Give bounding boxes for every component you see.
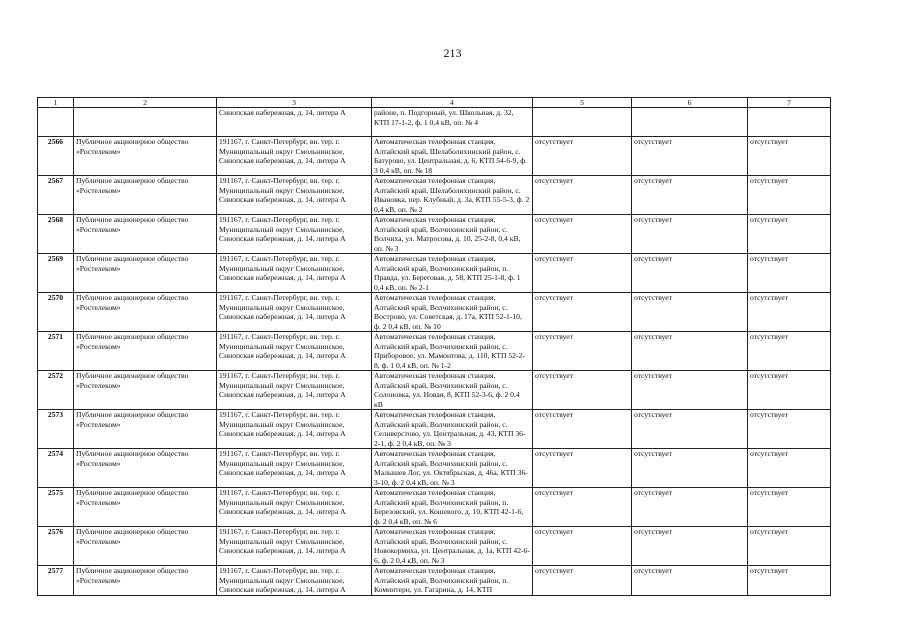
cell-c5: отсутствует [533,410,632,449]
cell-c7: отсутствует [748,371,831,410]
cell-address: 191167, г. Санкт-Петербург, вн. тер. г. Муниципальный округ Смольнинское, Синопская набережная, д. 14, литера А [217,488,372,527]
cell-c6: отсутствует [632,254,748,293]
cell-c7: отсутствует [748,254,831,293]
cell-location: Автоматическая телефонная станция, Алтайский край, Волчихинский район, п. Правда, ул. Береговая, д. 58, КТП 25-1-8, ф. 1 0,4 кВ, оп. № 2-1 [372,254,533,293]
cell-num: 2567 [38,176,74,215]
table-row [38,137,831,176]
cell-c7: отсутствует [748,410,831,449]
cell-c6: отсутствует [632,293,748,332]
cell-c6: отсутствует [632,566,748,596]
cell-c5: отсутствует [533,371,632,410]
cell-location: Автоматическая телефонная станция, Алтайский край, Волчихинский район, с. Солоновка, ул. Новая, 8, КТП 52-3-6, ф. 2 0,4 кВ [372,371,533,410]
cell-address: 191167, г. Санкт-Петербург, вн. тер. г. Муниципальный округ Смольнинское, Синопская набережная, д. 14, литера А [217,332,372,371]
cell-c7: отсутствует [748,566,831,596]
cell-c7: отсутствует [748,527,831,566]
cell-num: 2568 [38,215,74,254]
cell-owner: Публичное акционерное общество «Ростелеком» [74,527,217,566]
cell-owner: Публичное акционерное общество «Ростелеком» [74,215,217,254]
cell-c6: отсутствует [632,176,748,215]
cell-c7: отсутствует [748,176,831,215]
cell-location: Автоматическая телефонная станция, Алтайский край, Шелаболихинский район, с. Батурово, ул. Центральная, д. 6, КТП 54-6-9, ф. 3 0,4 кВ, оп. № 18 [372,137,533,176]
cell-num: 2572 [38,371,74,410]
cell-num: 2566 [38,137,74,176]
registry-table [37,97,831,596]
cell-address: 191167, г. Санкт-Петербург, вн. тер. г. Муниципальный округ Смольнинское, Синопская набережная, д. 14, литера А [217,566,372,596]
cell-address: 191167, г. Санкт-Петербург, вн. тер. г. Муниципальный округ Смольнинское, Синопская набережная, д. 14, литера А [217,293,372,332]
cell-c5: отсутствует [533,254,632,293]
cell-num: 2577 [38,566,74,596]
cell-address: Синопская набережная, д. 14, литера А [217,108,372,137]
cell-c7: отсутствует [748,215,831,254]
cell-c6: отсутствует [632,410,748,449]
cell-owner: Публичное акционерное общество «Ростелеком» [74,332,217,371]
cell-owner: Публичное акционерное общество «Ростелеком» [74,254,217,293]
cell-owner: Публичное акционерное общество «Ростелеком» [74,137,217,176]
table-row [38,566,831,596]
cell-c7 [748,108,831,137]
table-row [38,527,831,566]
cell-c6: отсутствует [632,137,748,176]
table-row [38,449,831,488]
cell-address: 191167, г. Санкт-Петербург, вн. тер. г. Муниципальный округ Смольнинское, Синопская набережная, д. 14, литера А [217,215,372,254]
cell-c5: отсутствует [533,137,632,176]
cell-location: Автоматическая телефонная станция, Алтайский край, Шелаболихинский район, с. Ивановка, пер. Клубный, д. 3а, КТП 55-5-3, ф. 2 0,4 кВ, оп. № 2 [372,176,533,215]
cell-c5: отсутствует [533,293,632,332]
cell-c6: отсутствует [632,527,748,566]
cell-location: Автоматическая телефонная станция, Алтайский край, Волчихинский район, с. Приборовое, ул. Мамонтова, д. 110, КТП 52-2-8, ф. 1 0,4 кВ, оп. № 1-2 [372,332,533,371]
cell-c5 [533,108,632,137]
col-header-5: 5 [533,98,632,108]
cell-location: районе, п. Подгорный, ул. Школьная, д. 32, КТП 17-1-2, ф. 1 0,4 кВ, оп. № 4 [372,108,533,137]
col-header-4: 4 [372,98,533,108]
cell-owner: Публичное акционерное общество «Ростелеком» [74,371,217,410]
cell-c5: отсутствует [533,215,632,254]
cell-address: 191167, г. Санкт-Петербург, вн. тер. г. Муниципальный округ Смольнинское, Синопская набережная, д. 14, литера А [217,371,372,410]
cell-owner: Публичное акционерное общество «Ростелеком» [74,293,217,332]
cell-c7: отсутствует [748,293,831,332]
cell-c5: отсутствует [533,527,632,566]
cell-c5: отсутствует [533,488,632,527]
cell-c6 [632,108,748,137]
cell-c5: отсутствует [533,566,632,596]
cell-owner: Публичное акционерное общество «Ростелеком» [74,449,217,488]
cell-address: 191167, г. Санкт-Петербург, вн. тер. г. Муниципальный округ Смольнинское, Синопская набережная, д. 14, литера А [217,254,372,293]
page-number: 213 [443,46,462,60]
cell-c6: отсутствует [632,215,748,254]
cell-c6: отсутствует [632,488,748,527]
header-row [38,98,831,108]
table-row [38,215,831,254]
cell-num: 2574 [38,449,74,488]
cell-c5: отсутствует [533,332,632,371]
cell-owner: Публичное акционерное общество «Ростелеком» [74,410,217,449]
col-header-2: 2 [74,98,217,108]
table-row [38,488,831,527]
table-row [38,293,831,332]
cell-location: Автоматическая телефонная станция, Алтайский край, Волчихинский район, с. Селиверстово, ул. Центральная, д. 43, КТП 36-2-1, ф. 2 0,4 кВ, оп. № 3 [372,410,533,449]
cell-location: Автоматическая телефонная станция, Алтайский край, Волчихинский район, с. Малышев Лог, ул. Октябрьская, д. 46а, КТП 36-3-10, ф. 2 0,4 кВ, оп. № 3 [372,449,533,488]
cell-address: 191167, г. Санкт-Петербург, вн. тер. г. Муниципальный округ Смольнинское, Синопская набережная, д. 14, литера А [217,527,372,566]
cell-location: Автоматическая телефонная станция, Алтайский край, Волчихинский район, с. Волчиха, ул. Матросова, д. 10, 25-2-8, 0,4 кВ, оп. № 3 [372,215,533,254]
col-header-6: 6 [632,98,748,108]
cell-owner: Публичное акционерное общество «Ростелеком» [74,176,217,215]
cell-num: 2576 [38,527,74,566]
cell-num: 2575 [38,488,74,527]
cell-num: 2570 [38,293,74,332]
cell-address: 191167, г. Санкт-Петербург, вн. тер. г. Муниципальный округ Смольнинское, Синопская набережная, д. 14, литера А [217,449,372,488]
table-row [38,176,831,215]
cell-location: Автоматическая телефонная станция, Алтайский край, Волчихинский район, с. Новокормиха, ул. Центральная, д. 1а, КТП 42-6-6, ф. 2 0,4 кВ, оп. № 3 [372,527,533,566]
cell-address: 191167, г. Санкт-Петербург, вн. тер. г. Муниципальный округ Смольнинское, Синопская набережная, д. 14, литера А [217,176,372,215]
cell-address: 191167, г. Санкт-Петербург, вн. тер. г. Муниципальный округ Смольнинское, Синопская набережная, д. 14, литера А [217,137,372,176]
cell-c7: отсутствует [748,137,831,176]
cell-c7: отсутствует [748,332,831,371]
cell-c6: отсутствует [632,371,748,410]
cell-location: Автоматическая телефонная станция, Алтайский край, Волчихинский район, с. Вострово, ул. Советская, д. 17а, КТП 52-1-10, ф. 2 0,4 кВ, оп. № 10 [372,293,533,332]
cell-owner [74,108,217,137]
cell-c6: отсутствует [632,449,748,488]
cell-owner: Публичное акционерное общество «Ростелеком» [74,488,217,527]
cell-num: 2573 [38,410,74,449]
cell-location: Автоматическая телефонная станция, Алтайский край, Волчихинский район, п. Березовский, ул. Кошевого, д. 10, КТП 42-1-6, ф. 2 0,4 кВ, оп. № 6 [372,488,533,527]
table-row [38,254,831,293]
table-row [38,332,831,371]
cell-num [38,108,74,137]
cell-c5: отсутствует [533,449,632,488]
cell-c5: отсутствует [533,176,632,215]
cell-c7: отсутствует [748,488,831,527]
table-row [38,371,831,410]
col-header-3: 3 [217,98,372,108]
cell-owner: Публичное акционерное общество «Ростелеком» [74,566,217,596]
cell-num: 2569 [38,254,74,293]
col-header-7: 7 [748,98,831,108]
col-header-1: 1 [38,98,74,108]
cell-address: 191167, г. Санкт-Петербург, вн. тер. г. Муниципальный округ Смольнинское, Синопская набережная, д. 14, литера А [217,410,372,449]
cell-location: Автоматическая телефонная станция, Алтайский край, Волчихинский район, п. Коминтерн, ул. Гагарина, д. 14, КТП [372,566,533,596]
table-row [38,410,831,449]
cell-num: 2571 [38,332,74,371]
cell-c6: отсутствует [632,332,748,371]
cell-c7: отсутствует [748,449,831,488]
continuation-row [38,108,831,137]
